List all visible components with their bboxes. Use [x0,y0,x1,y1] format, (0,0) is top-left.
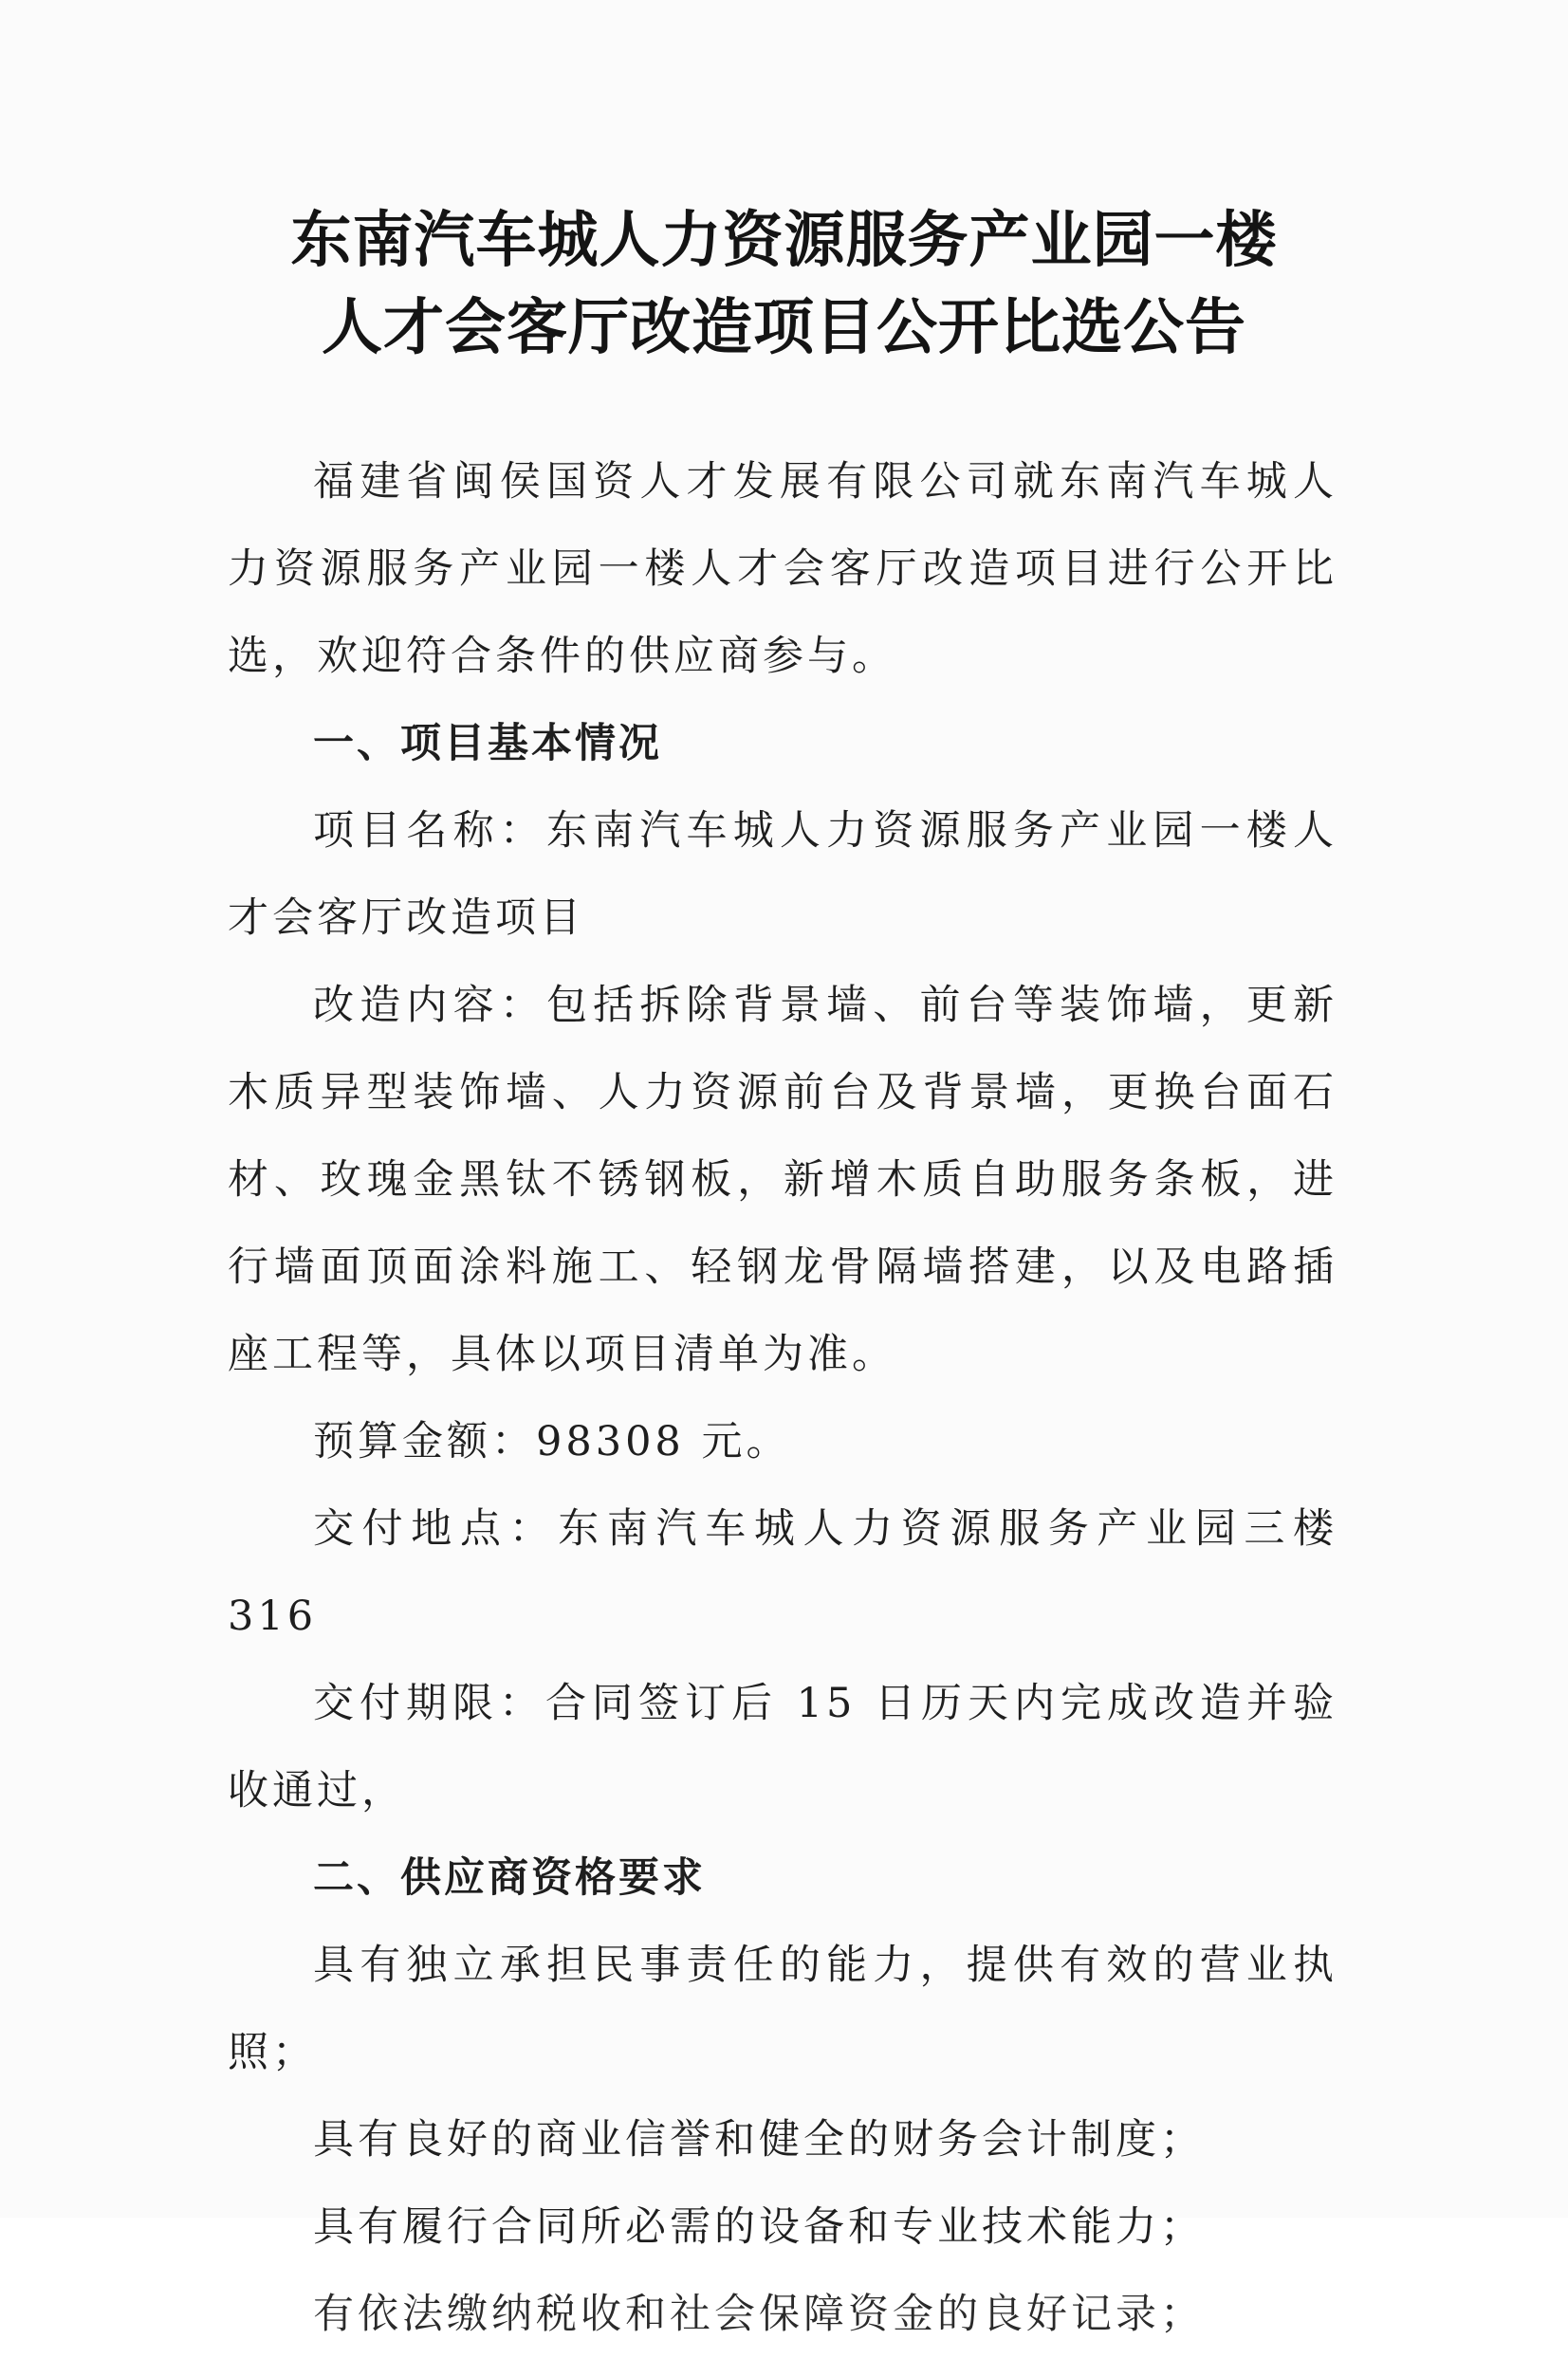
delivery-location-paragraph: 交付地点：东南汽车城人力资源服务产业园三楼 316 [228,1505,1337,1640]
title-line-2: 人才会客厅改造项目公开比选公告 [322,292,1246,363]
section-2-heading: 二、供应商资格要求 [313,1854,706,1902]
renovation-content-paragraph: 改造内容：包括拆除背景墙、前台等装饰墙，更新木质异型装饰墙、人力资源前台及背景墙，更换台面石材、玫瑰金黑钛不锈钢板，新增木质自助服务条板，进行墙面顶面涂料施工、轻钢龙骨隔墙搭建，以及电路插座工程等，具体以项目清单为准。 [228,982,1337,1378]
project-name-paragraph: 项目名称：东南汽车城人力资源服务产业园一楼人才会客厅改造项目 [228,807,1337,942]
qualification-item: 具有履行合同所必需的设备和专业技术能力； [313,2203,1205,2251]
budget-paragraph: 预算金额：98308 元。 [313,1418,791,1465]
delivery-deadline-paragraph: 交付期限：合同签订后 15 日历天内完成改造并验收通过， [228,1680,1337,1815]
qualification-item: 具有独立承担民事责任的能力，提供有效的营业执照； [228,1942,1337,2076]
qualification-item: 具有良好的商业信誉和健全的财务会计制度； [313,2116,1205,2164]
document-title [0,197,1568,372]
document-body [228,438,1337,2358]
qualification-item: 有依法缴纳税收和社会保障资金的良好记录； [313,2291,1205,2338]
section-1-heading: 一、项目基本情况 [313,720,662,767]
title-line-1: 东南汽车城人力资源服务产业园一楼 [290,205,1278,276]
intro-paragraph: 福建省闽侯国资人才发展有限公司就东南汽车城人力资源服务产业园一楼人才会客厅改造项目进行公开比选，欢迎符合条件的供应商参与。 [228,458,1337,680]
